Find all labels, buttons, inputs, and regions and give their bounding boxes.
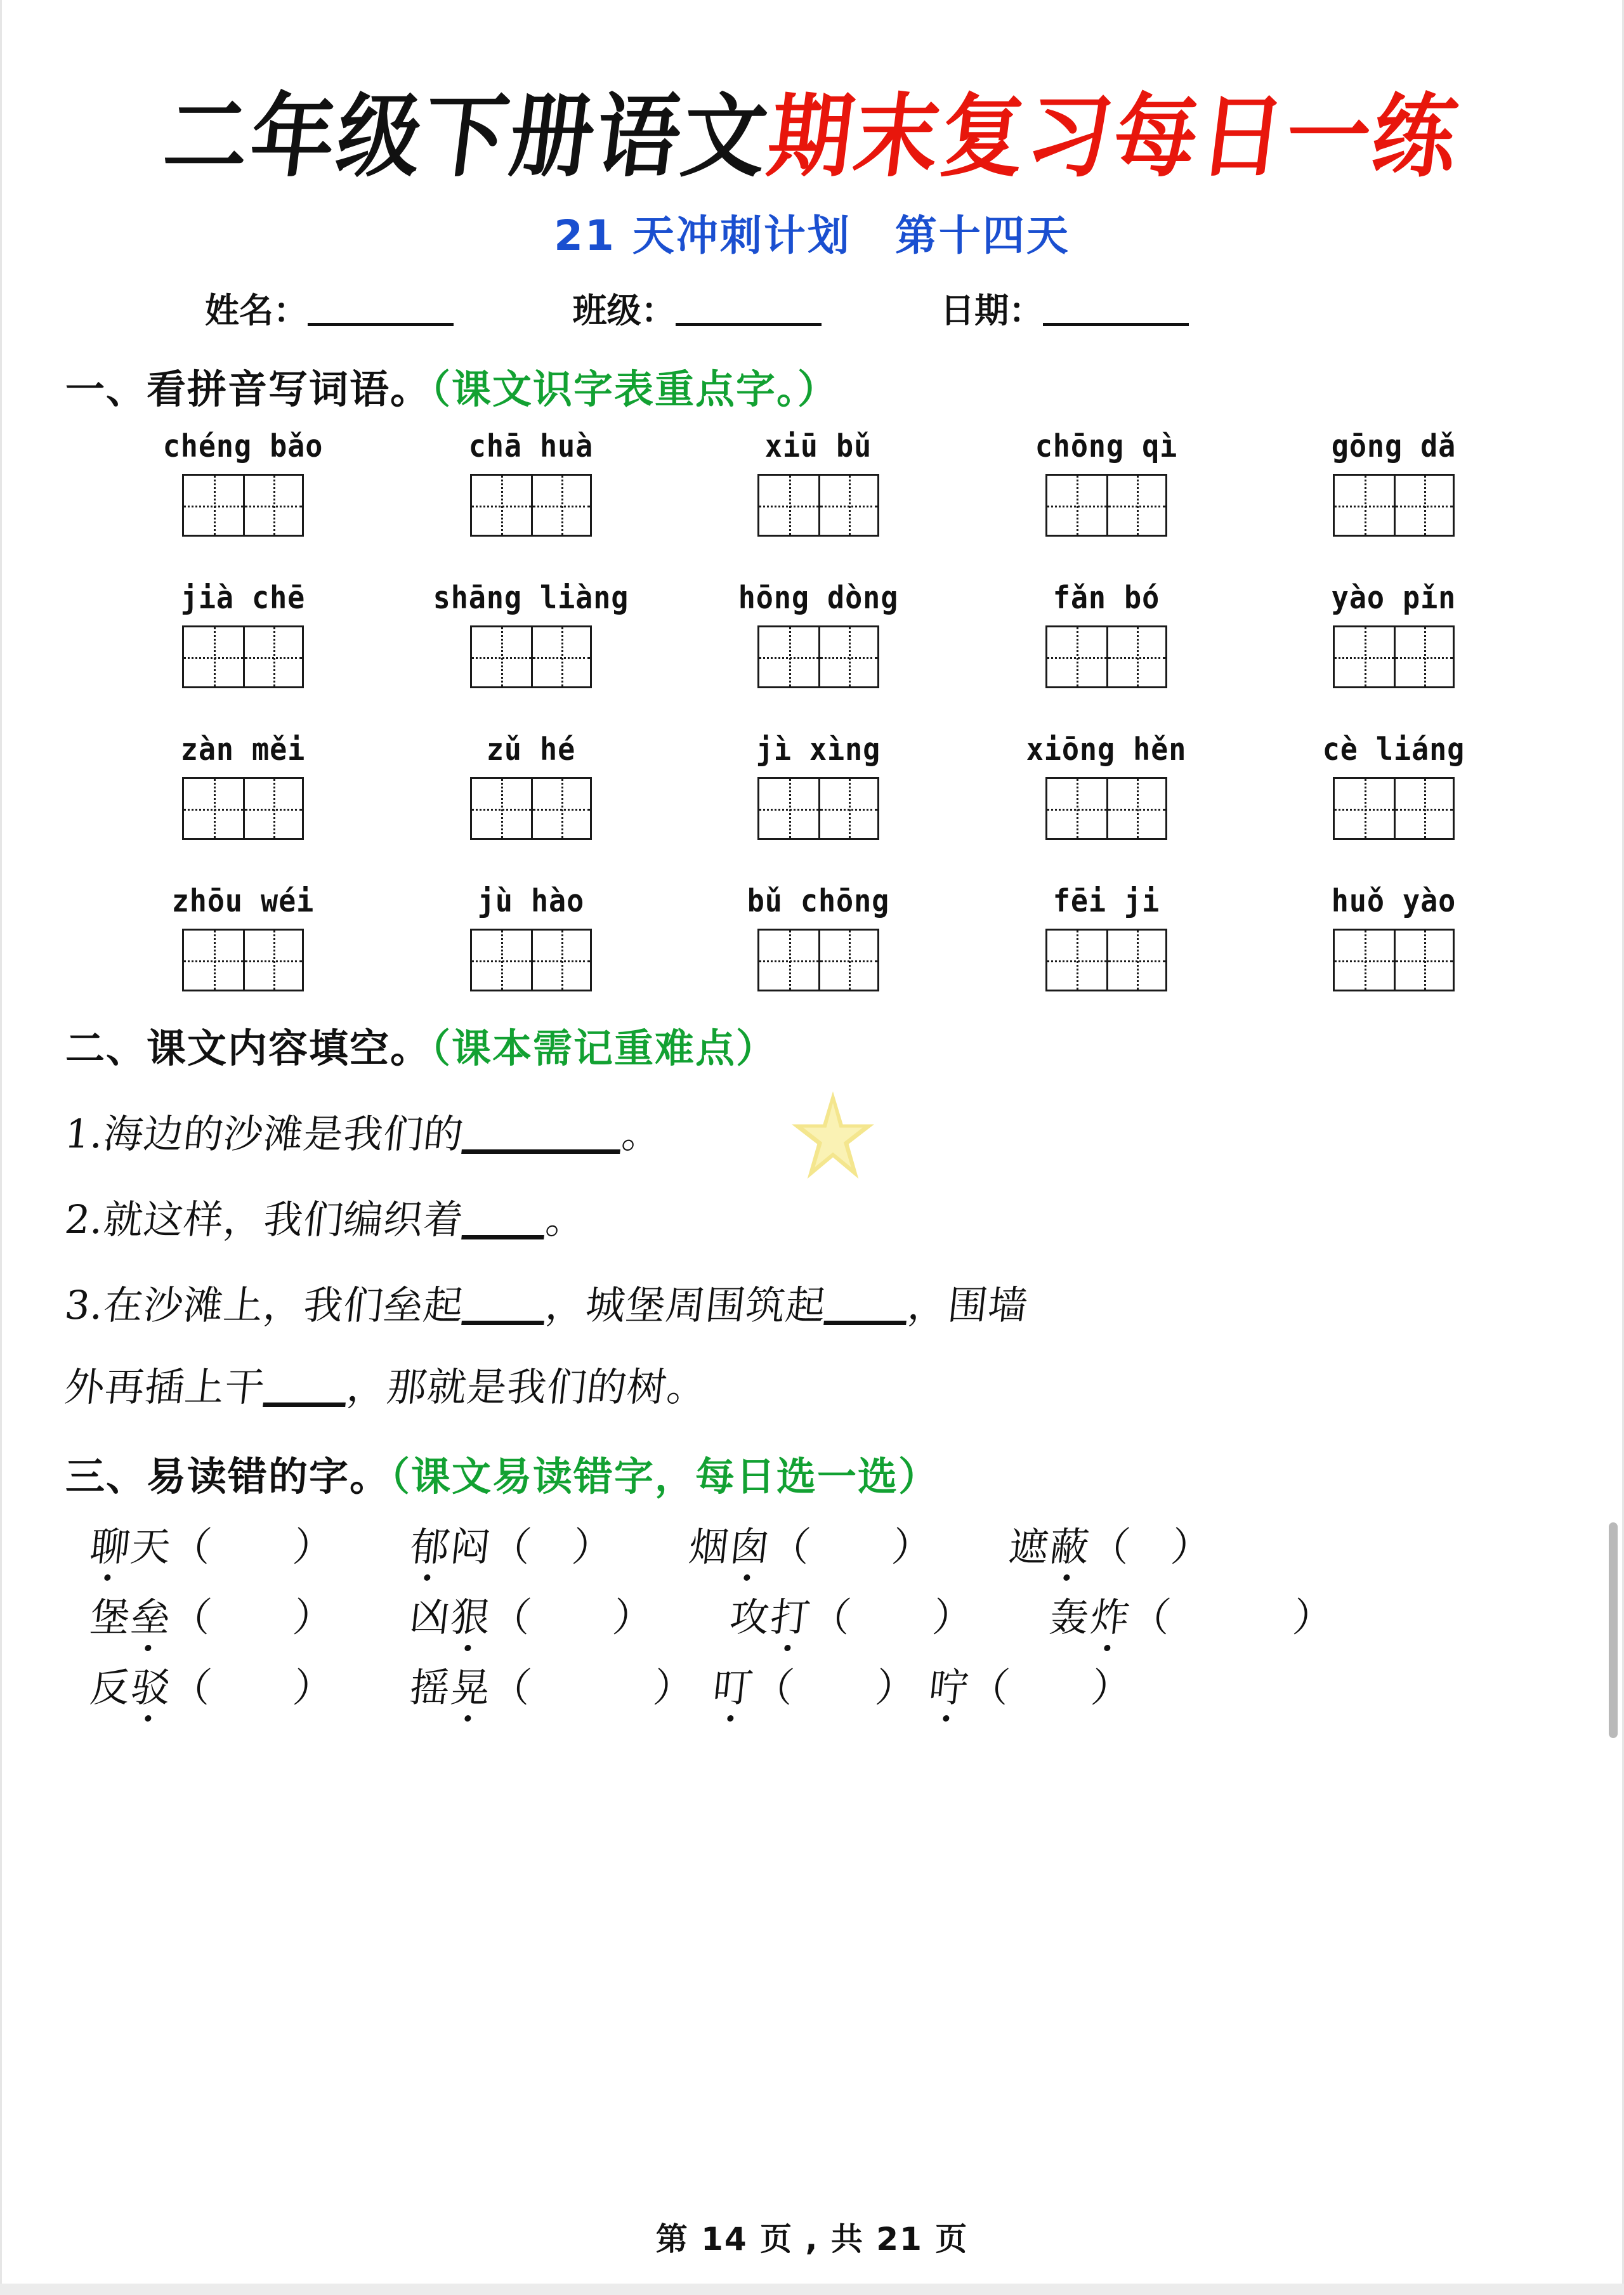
dotted-char: 狠 bbox=[448, 1586, 494, 1642]
tianzige-wrap bbox=[691, 777, 945, 840]
dotted-char: 打 bbox=[768, 1586, 814, 1642]
class-input-blank[interactable] bbox=[676, 290, 822, 326]
tianzige-cell[interactable] bbox=[1106, 779, 1165, 838]
pinyin-word-group bbox=[691, 729, 945, 840]
item-spacer bbox=[651, 1586, 733, 1642]
pinyin-word-group bbox=[116, 426, 370, 537]
tianzige-box[interactable] bbox=[470, 929, 592, 991]
pinyin-word-group bbox=[1267, 880, 1521, 991]
pinyin-row-gap bbox=[65, 844, 1559, 880]
tianzige-box[interactable] bbox=[1045, 625, 1167, 688]
section-3-title: 三、易读错的字。 bbox=[65, 1453, 391, 1500]
tianzige-box[interactable] bbox=[182, 474, 304, 537]
class-label: 班级： bbox=[572, 291, 676, 330]
pinyin-label: fǎn bó bbox=[1052, 580, 1160, 616]
tianzige-cell[interactable] bbox=[759, 931, 818, 990]
pinyin-word-group bbox=[979, 577, 1233, 688]
dotted-char: 垒 bbox=[128, 1586, 174, 1642]
student-meta-row bbox=[65, 284, 1559, 332]
date-label: 日期： bbox=[940, 291, 1044, 330]
mispronounced-item bbox=[1006, 1515, 1215, 1572]
pinyin-row bbox=[65, 729, 1559, 840]
pinyin-row-gap bbox=[65, 540, 1559, 577]
scrollbar-track[interactable] bbox=[1605, 0, 1619, 2295]
word-text bbox=[408, 1594, 494, 1640]
char: 烟 bbox=[686, 1524, 733, 1570]
word-text bbox=[408, 1524, 494, 1570]
dotted-char: 咛 bbox=[926, 1656, 972, 1713]
tianzige-cell[interactable] bbox=[759, 779, 818, 838]
tianzige-box[interactable] bbox=[757, 474, 879, 537]
pinyin-label: zǔ hé bbox=[486, 731, 575, 768]
char: 攻 bbox=[727, 1594, 773, 1640]
pinyin-word-group bbox=[979, 729, 1233, 840]
tianzige-cell[interactable] bbox=[1106, 931, 1165, 990]
mispronounced-item bbox=[88, 1586, 337, 1642]
bottom-edge-shade bbox=[0, 2284, 1624, 2295]
pinyin-label: chōng qì bbox=[1035, 428, 1177, 464]
tianzige-box[interactable] bbox=[182, 929, 304, 991]
tianzige-cell[interactable] bbox=[1335, 779, 1394, 838]
char: 凶 bbox=[407, 1594, 454, 1640]
tianzige-cell[interactable] bbox=[531, 476, 590, 535]
tianzige-wrap bbox=[116, 474, 370, 537]
tianzige-box[interactable] bbox=[1045, 777, 1167, 840]
tianzige-cell[interactable] bbox=[1047, 779, 1106, 838]
tianzige-cell[interactable] bbox=[184, 476, 243, 535]
item-spacer bbox=[930, 1515, 1012, 1572]
mispronounced-item bbox=[926, 1656, 1135, 1713]
pinyin-word-group bbox=[116, 729, 370, 840]
answer-parenthesis[interactable]: （ ） bbox=[967, 1664, 1135, 1711]
word-text bbox=[408, 1664, 494, 1711]
answer-blank[interactable] bbox=[461, 1118, 624, 1154]
dotted-char: 郁 bbox=[407, 1515, 454, 1572]
section-3-heading bbox=[65, 1445, 1559, 1501]
answer-parenthesis[interactable]: （ ） bbox=[169, 1524, 337, 1570]
item-spacer bbox=[610, 1515, 692, 1572]
pinyin-word-group bbox=[116, 577, 370, 688]
pinyin-label: jì xìng bbox=[756, 731, 881, 768]
tianzige-wrap bbox=[116, 777, 370, 840]
tianzige-box[interactable] bbox=[757, 929, 879, 991]
tianzige-box[interactable] bbox=[470, 625, 592, 688]
tianzige-cell[interactable] bbox=[472, 627, 531, 686]
word-text bbox=[1007, 1524, 1093, 1570]
tianzige-wrap bbox=[691, 625, 945, 688]
name-label: 姓名： bbox=[205, 291, 308, 330]
tianzige-wrap bbox=[691, 474, 945, 537]
char: 天 bbox=[128, 1524, 174, 1570]
word-text bbox=[88, 1594, 174, 1640]
tianzige-cell[interactable] bbox=[1106, 476, 1165, 535]
tianzige-cell[interactable] bbox=[759, 627, 818, 686]
pinyin-label: chā huà bbox=[468, 428, 593, 464]
sentence-text: ，那就是我们的树。 bbox=[344, 1364, 710, 1410]
section-3-hint: （课文易读错字，每日选一选） bbox=[390, 1453, 940, 1500]
answer-parenthesis[interactable]: （ ） bbox=[488, 1524, 616, 1570]
mispronounced-item bbox=[710, 1656, 919, 1713]
pinyin-word-group bbox=[691, 577, 945, 688]
mispronounced-row bbox=[62, 1656, 1561, 1713]
tianzige-cell[interactable] bbox=[243, 476, 302, 535]
tianzige-cell[interactable] bbox=[818, 476, 877, 535]
name-input-blank[interactable] bbox=[308, 290, 454, 326]
answer-parenthesis[interactable]: （ ） bbox=[1087, 1524, 1215, 1570]
tianzige-cell[interactable] bbox=[531, 931, 590, 990]
pinyin-word-group bbox=[404, 426, 658, 537]
sentence-text: 1.海边的沙滩是我们的 bbox=[62, 1111, 466, 1157]
tianzige-cell[interactable] bbox=[1106, 627, 1165, 686]
pinyin-label: xiū bǔ bbox=[764, 428, 872, 464]
word-text bbox=[88, 1524, 174, 1570]
pinyin-label: fēi ji bbox=[1052, 883, 1160, 919]
fill-in-blank-list bbox=[62, 1102, 1559, 1412]
tianzige-cell[interactable] bbox=[1394, 779, 1453, 838]
char: 遮 bbox=[1006, 1524, 1052, 1570]
sentence-text: 外再插上干 bbox=[62, 1364, 268, 1410]
mispronounced-item bbox=[88, 1656, 337, 1713]
tianzige-wrap bbox=[116, 929, 370, 991]
page-subtitle: 21 天冲刺计划 第十四天 bbox=[554, 211, 1070, 260]
tianzige-wrap bbox=[979, 777, 1233, 840]
pinyin-word-group bbox=[404, 577, 658, 688]
char: 反 bbox=[88, 1664, 134, 1711]
tianzige-box[interactable] bbox=[1333, 777, 1455, 840]
answer-parenthesis[interactable]: （ ） bbox=[751, 1664, 919, 1711]
tianzige-wrap bbox=[404, 929, 658, 991]
pinyin-word-group bbox=[691, 880, 945, 991]
tianzige-wrap bbox=[979, 929, 1233, 991]
pinyin-label: gōng dǎ bbox=[1331, 428, 1457, 464]
item-spacer bbox=[971, 1586, 1052, 1642]
tianzige-wrap bbox=[116, 625, 370, 688]
section-1-heading bbox=[65, 358, 1559, 414]
tianzige-wrap bbox=[1267, 625, 1521, 688]
tianzige-box[interactable] bbox=[1045, 474, 1167, 537]
page-title-red: 期末复习每日一练 bbox=[762, 83, 1466, 190]
tianzige-wrap bbox=[1267, 777, 1521, 840]
pinyin-label: xiōng hěn bbox=[1026, 731, 1186, 768]
pinyin-word-group bbox=[1267, 729, 1521, 840]
answer-parenthesis[interactable]: （ ） bbox=[169, 1664, 337, 1711]
pinyin-label: zàn měi bbox=[180, 731, 306, 768]
char: 闷 bbox=[448, 1524, 494, 1570]
tianzige-cell[interactable] bbox=[472, 476, 531, 535]
tianzige-box[interactable] bbox=[1333, 929, 1455, 991]
tianzige-cell[interactable] bbox=[1335, 627, 1394, 686]
answer-parenthesis[interactable]: （ ） bbox=[169, 1594, 337, 1640]
tianzige-box[interactable] bbox=[182, 625, 304, 688]
tianzige-cell[interactable] bbox=[184, 931, 243, 990]
tianzige-cell[interactable] bbox=[531, 779, 590, 838]
char: 轰 bbox=[1047, 1594, 1093, 1640]
word-text bbox=[1047, 1594, 1134, 1640]
sentence-text: ，城堡周围筑起 bbox=[543, 1282, 828, 1328]
tianzige-wrap bbox=[404, 777, 658, 840]
dotted-char: 叮 bbox=[710, 1656, 757, 1713]
answer-parenthesis[interactable]: （ ） bbox=[808, 1594, 976, 1640]
tianzige-cell[interactable] bbox=[1394, 627, 1453, 686]
section-2-heading bbox=[65, 1017, 1559, 1073]
char: 堡 bbox=[88, 1594, 134, 1640]
item-spacer bbox=[331, 1586, 413, 1642]
answer-parenthesis[interactable]: （ ） bbox=[488, 1594, 657, 1640]
dotted-char: 晃 bbox=[448, 1656, 494, 1713]
tianzige-cell[interactable] bbox=[531, 627, 590, 686]
tianzige-cell[interactable] bbox=[184, 627, 243, 686]
tianzige-box[interactable] bbox=[757, 777, 879, 840]
pinyin-label: chéng bǎo bbox=[162, 428, 324, 464]
sentence-text: 2.就这样，我们编织着 bbox=[62, 1196, 466, 1243]
dotted-char: 炸 bbox=[1087, 1586, 1134, 1642]
pinyin-label: shāng liàng bbox=[433, 580, 629, 616]
dotted-char: 囱 bbox=[727, 1515, 773, 1572]
tianzige-wrap bbox=[404, 625, 658, 688]
tianzige-cell[interactable] bbox=[1394, 476, 1453, 535]
tianzige-wrap bbox=[1267, 929, 1521, 991]
dotted-char: 聊 bbox=[88, 1515, 134, 1572]
tianzige-cell[interactable] bbox=[472, 931, 531, 990]
dotted-char: 驳 bbox=[128, 1656, 174, 1713]
pinyin-label: zhōu wéi bbox=[171, 883, 315, 919]
answer-parenthesis[interactable]: （ ） bbox=[488, 1664, 697, 1711]
mispronounced-item bbox=[686, 1515, 936, 1572]
dotted-char: 蔽 bbox=[1047, 1515, 1093, 1572]
pinyin-label: jù hào bbox=[477, 883, 584, 919]
scrollbar-thumb[interactable] bbox=[1609, 1522, 1618, 1738]
mispronounced-item bbox=[407, 1515, 616, 1572]
tianzige-cell[interactable] bbox=[243, 931, 302, 990]
tianzige-wrap bbox=[1267, 474, 1521, 537]
fill-sentence bbox=[62, 1274, 1561, 1330]
section-1-title: 一、看拼音写词语。 bbox=[65, 366, 431, 412]
tianzige-cell[interactable] bbox=[1335, 931, 1394, 990]
mispronounced-item bbox=[407, 1586, 657, 1642]
tianzige-wrap bbox=[979, 474, 1233, 537]
pinyin-row-gap bbox=[65, 692, 1559, 729]
tianzige-cell[interactable] bbox=[759, 476, 818, 535]
tianzige-wrap bbox=[404, 474, 658, 537]
word-text bbox=[88, 1664, 174, 1711]
page-footer: 第 14 页 , 共 21 页 bbox=[655, 2221, 969, 2258]
tianzige-cell[interactable] bbox=[1047, 627, 1106, 686]
pinyin-word-group bbox=[979, 880, 1233, 991]
tianzige-box[interactable] bbox=[470, 474, 592, 537]
tianzige-cell[interactable] bbox=[243, 779, 302, 838]
pinyin-label: huǒ yào bbox=[1331, 883, 1457, 919]
tianzige-cell[interactable] bbox=[1047, 931, 1106, 990]
word-text bbox=[711, 1664, 757, 1711]
sentence-text: 3.在沙滩上，我们垒起 bbox=[62, 1282, 466, 1328]
pinyin-label: hōng dòng bbox=[738, 580, 899, 616]
tianzige-box[interactable] bbox=[757, 625, 879, 688]
answer-blank[interactable] bbox=[823, 1289, 910, 1325]
pinyin-word-group bbox=[979, 426, 1233, 537]
tianzige-cell[interactable] bbox=[184, 779, 243, 838]
item-spacer bbox=[331, 1656, 413, 1713]
mispronounced-item bbox=[727, 1586, 976, 1642]
section-2-hint: （课本需记重难点） bbox=[431, 1025, 777, 1071]
tianzige-cell[interactable] bbox=[818, 627, 877, 686]
mispronounced-row bbox=[62, 1586, 1561, 1642]
tianzige-wrap bbox=[691, 929, 945, 991]
item-spacer bbox=[331, 1515, 413, 1572]
pinyin-row bbox=[65, 426, 1559, 537]
pinyin-word-group bbox=[404, 880, 658, 991]
pinyin-label: jià chē bbox=[180, 580, 306, 616]
pinyin-label: yào pǐn bbox=[1331, 580, 1457, 616]
pinyin-row bbox=[65, 577, 1559, 688]
fill-sentence bbox=[62, 1188, 1561, 1245]
tianzige-cell[interactable] bbox=[1394, 931, 1453, 990]
answer-parenthesis[interactable]: （ ） bbox=[1128, 1594, 1337, 1640]
pinyin-row bbox=[65, 880, 1559, 991]
tianzige-cell[interactable] bbox=[818, 931, 877, 990]
mispronounced-row bbox=[62, 1515, 1561, 1572]
word-text bbox=[927, 1664, 972, 1711]
tianzige-cell[interactable] bbox=[472, 779, 531, 838]
page-title bbox=[65, 83, 1559, 190]
mispronounced-item bbox=[1047, 1586, 1337, 1642]
tianzige-wrap bbox=[979, 625, 1233, 688]
tianzige-box[interactable] bbox=[1045, 929, 1167, 991]
word-text bbox=[728, 1594, 814, 1640]
pinyin-writing-grid bbox=[65, 426, 1559, 991]
sentence-text: ，围墙 bbox=[905, 1282, 1031, 1328]
fill-sentence bbox=[62, 1102, 1561, 1159]
word-text bbox=[687, 1524, 773, 1570]
sentence-text: 。 bbox=[543, 1196, 589, 1243]
char: 摇 bbox=[407, 1664, 454, 1711]
tianzige-box[interactable] bbox=[1333, 625, 1455, 688]
answer-parenthesis[interactable]: （ ） bbox=[768, 1524, 936, 1570]
tianzige-cell[interactable] bbox=[1047, 476, 1106, 535]
tianzige-box[interactable] bbox=[1333, 474, 1455, 537]
page-title-black: 二年级下册语文 bbox=[158, 83, 776, 190]
tianzige-cell[interactable] bbox=[818, 779, 877, 838]
mispronounced-item bbox=[88, 1515, 337, 1572]
answer-blank[interactable] bbox=[263, 1371, 349, 1407]
tianzige-box[interactable] bbox=[182, 777, 304, 840]
tianzige-box[interactable] bbox=[470, 777, 592, 840]
pinyin-label: cè liáng bbox=[1322, 731, 1465, 768]
pinyin-label: bǔ chōng bbox=[747, 883, 890, 919]
mispronounced-item bbox=[407, 1656, 697, 1713]
sentence-text: 。 bbox=[619, 1111, 665, 1157]
tianzige-cell[interactable] bbox=[243, 627, 302, 686]
tianzige-cell[interactable] bbox=[1335, 476, 1394, 535]
answer-blank[interactable] bbox=[461, 1203, 547, 1239]
fill-sentence bbox=[62, 1356, 1561, 1412]
section-2-title: 二、课文内容填空。 bbox=[65, 1025, 431, 1071]
date-input-blank[interactable] bbox=[1043, 290, 1189, 326]
pinyin-word-group bbox=[691, 426, 945, 537]
pinyin-word-group bbox=[1267, 577, 1521, 688]
pinyin-word-group bbox=[116, 880, 370, 991]
answer-blank[interactable] bbox=[461, 1289, 547, 1325]
section-1-hint: （课文识字表重点字。） bbox=[431, 366, 839, 412]
mispronounced-words-block bbox=[65, 1515, 1559, 1713]
pinyin-word-group bbox=[404, 729, 658, 840]
pinyin-word-group bbox=[1267, 426, 1521, 537]
